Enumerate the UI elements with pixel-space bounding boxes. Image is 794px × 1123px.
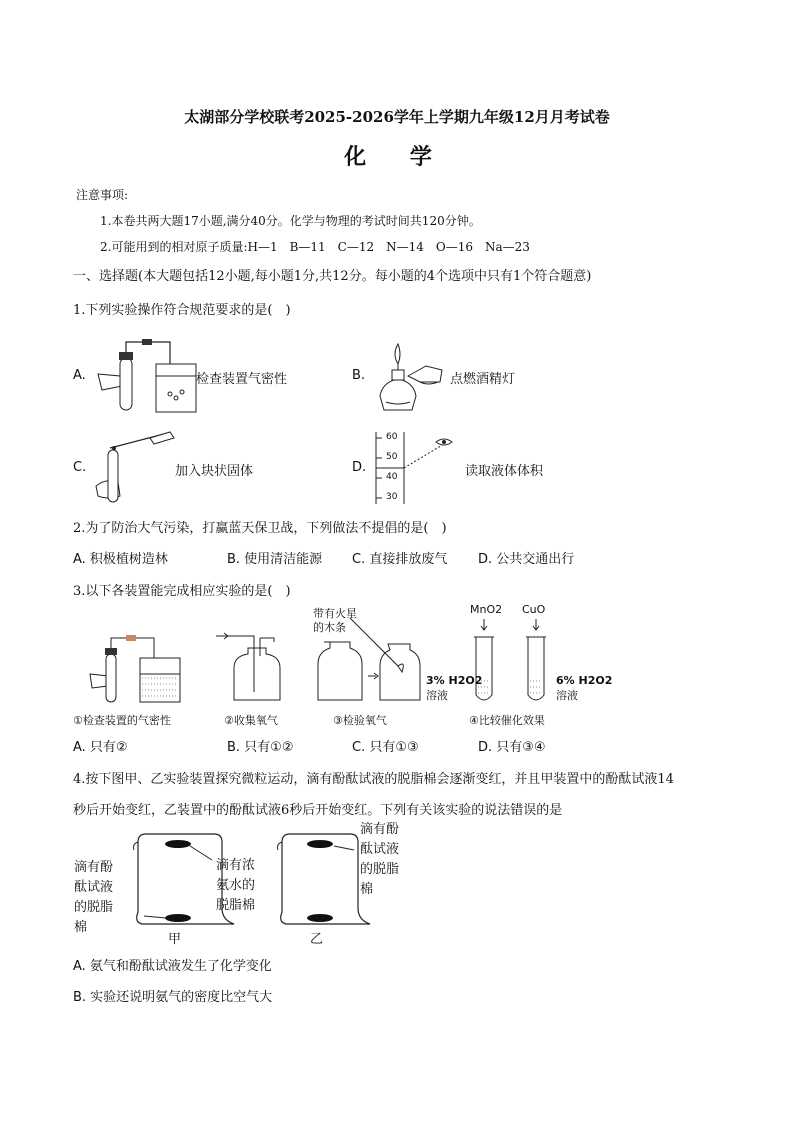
q4-option-a: A. 氨气和酚酞试液发生了化学变化: [73, 959, 272, 974]
left-label-line3: 的脱脂: [74, 900, 114, 915]
q3-option-c: C. 只有①③: [352, 740, 419, 755]
q1-option-a-text: 检查装置气密性: [196, 372, 288, 387]
q1-stem: 1.下列实验操作符合规范要求的是( ): [73, 303, 291, 318]
q3-caption-2: ②收集氧气: [224, 714, 278, 727]
left-label-line1: 滴有酚: [74, 860, 114, 875]
notice-item-1: 1.本卷共两大题17小题,满分40分。化学与物理的考试时间共120分钟。: [100, 214, 481, 228]
q1-option-b-figure: [368, 336, 448, 416]
exam-title: 太湖部分学校联考2025-2026学年上学期九年级12月月考试卷: [184, 108, 610, 126]
q1-option-a-figure: [90, 336, 200, 416]
left-solution-label: 3% H2O2: [426, 674, 483, 687]
catalyst-cuo: CuO: [522, 603, 546, 616]
q3-option-d: D. 只有③④: [478, 740, 546, 755]
q1-option-d-letter: D.: [352, 460, 367, 475]
q3-figure-test-oxygen: [314, 630, 424, 704]
splint-label-line2: 的木条: [313, 621, 346, 634]
right-label-line3: 的脱脂: [360, 862, 400, 877]
right-label-line1: 滴有酚: [360, 822, 400, 837]
notice-item-2: 2.可能用到的相对原子质量:H—1 B—11 C—12 N—14 O—16 Na—23: [100, 240, 530, 254]
q3-figure-catalysis: [470, 617, 560, 707]
mid-label-line1: 滴有浓: [216, 858, 256, 873]
apparatus-yi: 乙: [310, 932, 324, 947]
cylinder-tick-50: 50: [386, 452, 398, 462]
q2-option-b: B. 使用清洁能源: [227, 552, 323, 567]
q3-caption-1: ①检查装置的气密性: [73, 714, 171, 727]
q1-option-b-letter: B.: [352, 368, 366, 383]
subject-title: 化 学: [344, 144, 450, 170]
q1-option-c-text: 加入块状固体: [175, 464, 254, 479]
q3-option-a: A. 只有②: [73, 740, 128, 755]
q3-option-b: B. 只有①②: [227, 740, 294, 755]
q1-option-d-figure: [366, 430, 466, 505]
mid-label-line2: 氨水的: [216, 878, 256, 893]
apparatus-jia: 甲: [168, 932, 182, 947]
q2-stem: 2.为了防治大气污染，打赢蓝天保卫战，下列做法不提倡的是( ): [73, 521, 447, 536]
q1-option-d-text: 读取液体体积: [465, 464, 544, 479]
right-label-line4: 棉: [360, 882, 374, 897]
q4-option-b: B. 实验还说明氨气的密度比空气大: [73, 990, 273, 1005]
left-label-line2: 酞试液: [74, 880, 114, 895]
cylinder-tick-30: 30: [386, 492, 398, 502]
q3-caption-3: ③检验氧气: [333, 714, 387, 727]
q4-left-label: [74, 858, 113, 938]
q4-right-label: [360, 820, 399, 900]
right-label-line2: 酞试液: [360, 842, 400, 857]
right-solution-label: 6% H2O2: [556, 674, 613, 687]
q2-option-a: A. 积极植树造林: [73, 552, 168, 567]
q2-option-c: C. 直接排放废气: [352, 552, 448, 567]
q4-stem-line1: 4.按下图甲、乙实验装置探究微粒运动，滴有酚酞试液的脱脂棉会逐渐变红，并且甲装置中的酚酞试液14: [73, 772, 674, 787]
q4-stem-line2: 秒后开始变红，乙装置中的酚酞试液6秒后开始变红。下列有关该实验的说法错误的是: [73, 803, 563, 818]
left-label-line4: 棉: [74, 920, 88, 935]
q1-option-c-figure: [90, 430, 180, 505]
q1-option-b-text: 点燃酒精灯: [450, 372, 516, 387]
q1-option-c-letter: C.: [73, 460, 87, 475]
q3-figure-collect: [214, 632, 284, 704]
left-solution-word: 溶液: [426, 689, 448, 702]
q3-figure-airtight: [86, 628, 186, 704]
notice-heading: 注意事项:: [76, 188, 129, 202]
q2-option-d: D. 公共交通出行: [478, 552, 575, 567]
splint-label-line1: 带有火星: [313, 607, 357, 620]
mid-label-line3: 脱脂棉: [216, 898, 256, 913]
q4-mid-label: [216, 856, 255, 916]
q1-option-a-letter: A.: [73, 368, 86, 383]
right-solution-word: 溶液: [556, 689, 578, 702]
catalyst-mno2: MnO2: [470, 603, 503, 616]
q3-stem: 3.以下各装置能完成相应实验的是( ): [73, 584, 291, 599]
q3-caption-4: ④比较催化效果: [469, 714, 545, 727]
section-heading: 一、选择题(本大题包括12小题,每小题1分,共12分。每小题的4个选项中只有1个符合题意): [73, 269, 592, 284]
cylinder-tick-60: 60: [386, 432, 398, 442]
cylinder-tick-40: 40: [386, 472, 398, 482]
